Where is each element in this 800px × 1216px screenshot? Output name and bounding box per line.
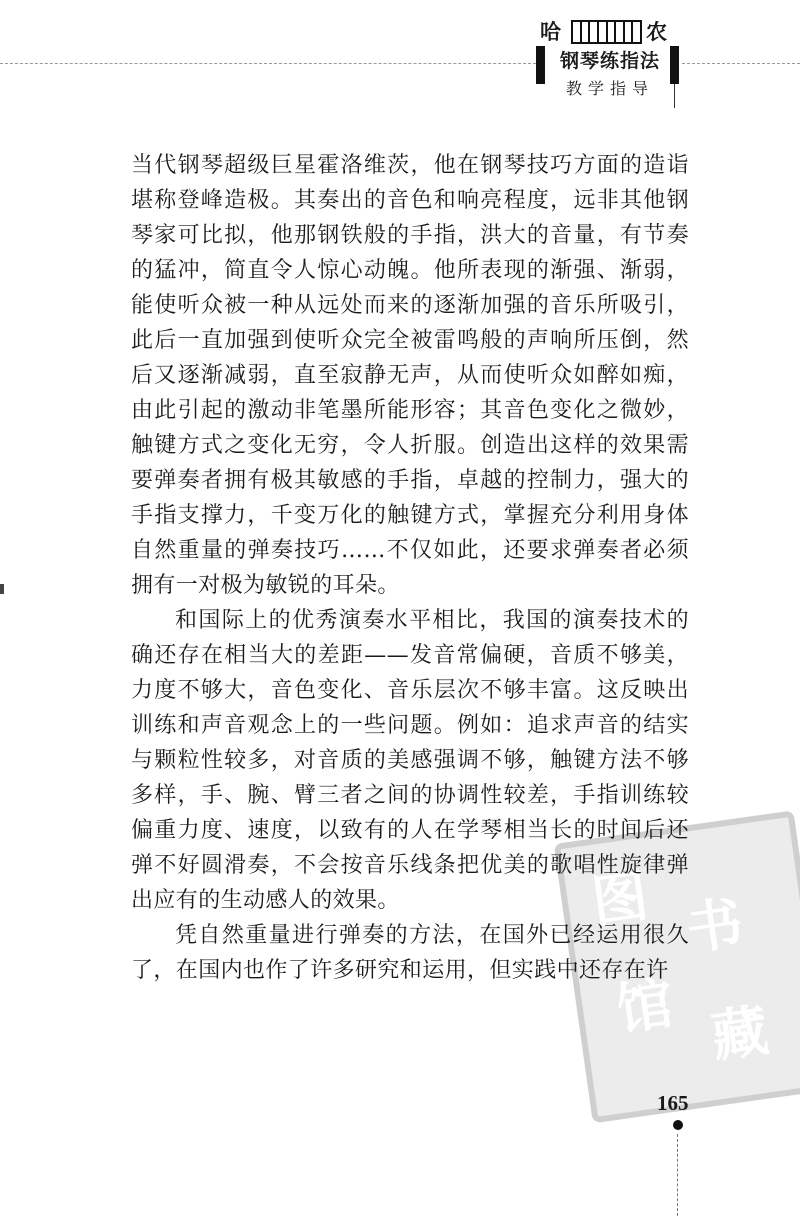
stamp-glyph: 图 <box>587 862 653 936</box>
paragraph: 和国际上的优秀演奏水平相比，我国的演奏技术的确还存在相当大的差距——发音常偏硬，音质不够美，力度不够大，音色变化、音乐层次不够丰富。这反映出训练和声音观念上的一些问题。例如：追求声音的结实与颗粒性较多，对音质的美感强调不够，触键方法不够多样，手、腕、臂三者之间的协调性较差，手指训练较偏重力度、速度，以致有的人在学琴相当长的时间后还弹不好圆滑奏，不会按音乐线条把优美的歌唱性旋律弹出应有的生动感人的效果。 <box>131 608 689 913</box>
piano-keys-icon <box>571 20 642 44</box>
stamp-glyph: 书 <box>682 889 748 964</box>
margin-mark <box>0 584 4 594</box>
footer-rule <box>677 1134 678 1216</box>
header-divider <box>674 84 675 108</box>
header-char-right: 农 <box>646 19 667 44</box>
header-title-row <box>536 10 682 42</box>
paragraph: 当代钢琴超级巨星霍洛维茨，他在钢琴技巧方面的造诣堪称登峰造极。其奏出的音色和响亮程度，远非其他钢琴家可比拟，他那钢铁般的手指，洪大的音量，有节奏的猛冲，简直令人惊心动魄。他所表现的渐强、渐弱，能使听众被一种从远处而来的逐渐加强的音乐所吸引，此后一直加强到使听众完全被雷鸣般的声响所压倒，然后又逐渐减弱，直至寂静无声，从而使听众如醉如痴，由此引起的激动非笔墨所能形容；其音色变化之微妙，触键方式之变化无穷，令人折服。创造出这样的效果需要弹奏者拥有极其敏感的手指，卓越的控制力，强大的手指支撑力，千变万化的触键方式，掌握充分利用身体自然重量的弹奏技巧……不仅如此，还要求弹奏者必须拥有一对极为敏锐的耳朵。 <box>131 153 689 598</box>
header-subtitle-line2: 教学指导 <box>565 79 654 98</box>
paragraph: 凭自然重量进行弹奏的方法，在国外已经运用很久了，在国内也作了许多研究和运用，但实践中还存在许 <box>131 923 689 983</box>
header-subtitle-line1: 钢琴练指法 <box>559 50 660 72</box>
page-number: 165 <box>657 1091 689 1115</box>
footer-dot <box>673 1120 683 1130</box>
stamp-glyph: 藏 <box>707 997 773 1071</box>
header-bar-left <box>536 46 545 84</box>
body-text <box>131 148 689 988</box>
stamp-glyph: 馆 <box>612 970 678 1044</box>
header-char-left: 哈 <box>540 19 561 44</box>
running-header <box>536 10 682 106</box>
header-rule-right <box>682 63 800 64</box>
header-bar-right <box>670 46 679 84</box>
header-rule-left <box>0 63 536 64</box>
